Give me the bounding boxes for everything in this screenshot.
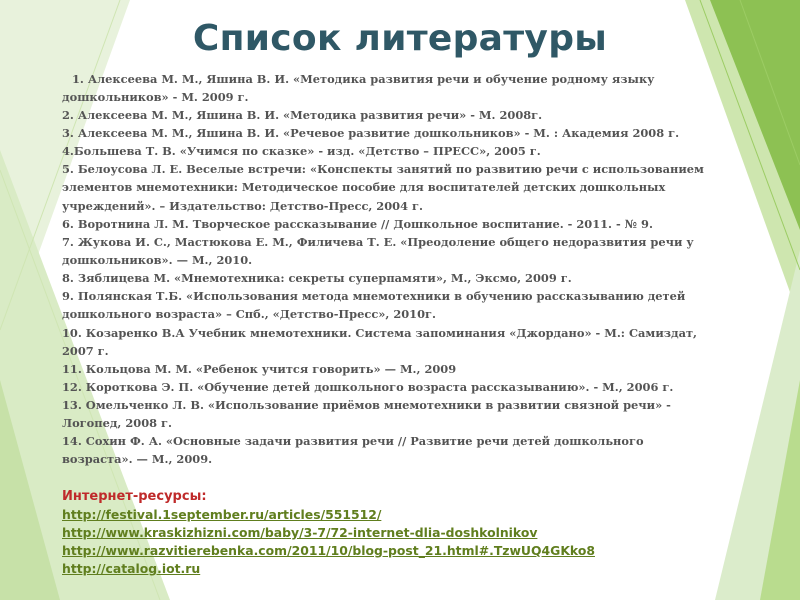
internet-link-4[interactable]: http://catalog.iot.ru xyxy=(62,561,201,576)
page-title: Список литературы xyxy=(192,18,608,59)
slide-content xyxy=(0,70,800,600)
bibliography-item-3: 3. Алексеева М. М., Яшина В. И. «Речевое развитие дошкольников» - М. : Академия 2008 г. xyxy=(62,126,680,140)
bibliography-item-8: 8. Зяблицева М. «Мнемотехника: секреты суперпамяти», М., Эксмо, 2009 г. xyxy=(62,271,572,285)
bibliography-item-9: 9. Полянская Т.Б. «Использования метода мнемотехники в обучению рассказыванию детей дошкольного возраста» – Спб., «Детство-Пресс», 2010г. xyxy=(62,289,686,322)
bibliography-item-6: 6. Воротнина Л. М. Творческое рассказывание // Дошкольное воспитание. - 2011. - № 9. xyxy=(62,217,653,231)
bibliography-item-10: 10. Козаренко В.А Учебник мнемотехники. Система запоминания «Джордано» - М.: Самиздат, 2007 г. xyxy=(62,326,698,359)
internet-link-3[interactable]: http://www.razvitierebenka.com/2011/10/blog-post_21.html#.TzwUQ4GKko8 xyxy=(62,543,595,558)
bibliography-item-13: 13. Омельченко Л. В. «Использование приёмов мнемотехники в развитии связной речи» - Логопед, 2008 г. xyxy=(62,398,671,431)
bibliography-item-11: 11. Кольцова М. М. «Ребенок учится говорить» — М., 2009 xyxy=(62,362,457,376)
bibliography-item-2: 2. Алексеева М. М., Яшина В. И. «Методика развития речи» - М. 2008г. xyxy=(62,108,543,122)
bibliography-item-7: 7. Жукова И. С., Мастюкова Е. М., Филичева Т. Е. «Преодоление общего недоразвития речи у дошкольников». — М., 2010. xyxy=(62,235,694,268)
bibliography-item-4: 4.Большева Т. В. «Учимся по сказке» - изд. «Детство – ПРЕСС», 2005 г. xyxy=(62,144,541,158)
internet-link-1[interactable]: http://festival.1september.ru/articles/551512/ xyxy=(62,507,382,522)
bibliography-item-12: 12. Короткова Э. П. «Обучение детей дошкольного возраста рассказыванию». - М., 2006 г. xyxy=(62,380,674,394)
internet-resources-heading: Интернет-ресурсы: xyxy=(62,489,207,504)
bibliography-item-5: 5. Белоусова Л. Е. Веселые встречи: «Конспекты занятий по развитию речи с использованием элементов мнемотехники: Методическое пособие для воспитателей детских дошкольных учреждений». – Издательство: Детство-Пресс, 2004 г. xyxy=(62,162,704,213)
internet-link-2[interactable]: http://www.kraskizhizni.com/baby/3-7/72-internet-dlia-doshkolnikov xyxy=(62,525,538,540)
bibliography-item-1: 1. Алексеева М. М., Яшина В. И. «Методика развития речи и обучение родному языку дошкольников» - М. 2009 г. xyxy=(62,72,655,105)
bibliography-item-14: 14. Сохин Ф. А. «Основные задачи развития речи // Развитие речи детей дошкольного возраста». — М., 2009. xyxy=(62,434,644,467)
